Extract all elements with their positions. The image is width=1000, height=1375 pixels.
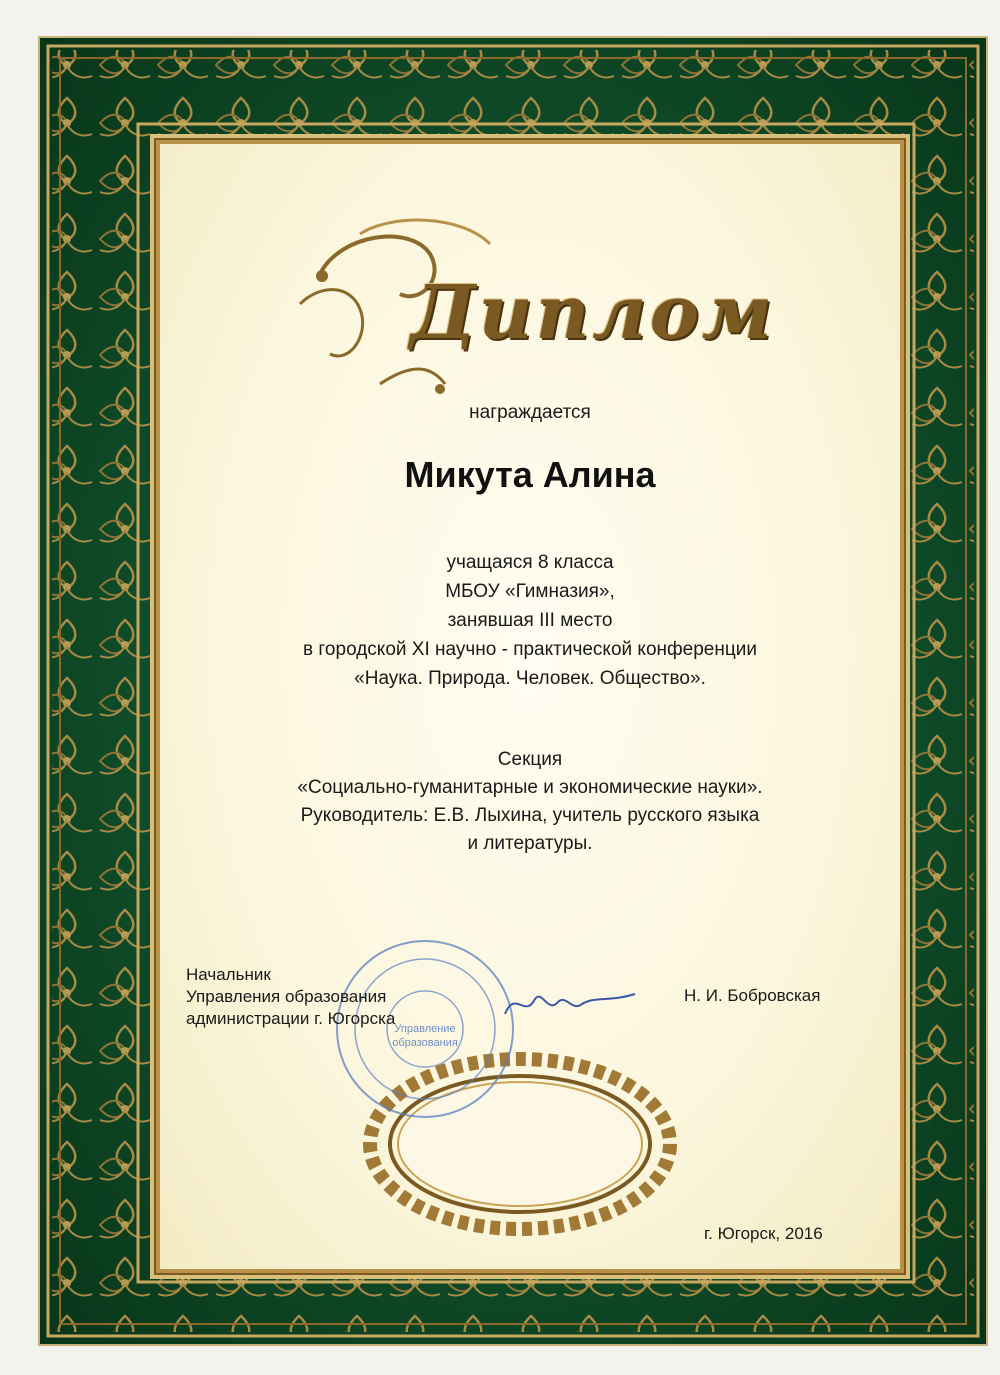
position-line: администрации г. Югорска <box>186 1009 396 1028</box>
achievement-line: учащаяся 8 класса <box>446 552 614 573</box>
signatory-name: Н. И. Бобровская <box>684 986 821 1005</box>
awarded-label: награждается <box>469 402 591 423</box>
diploma-content-panel <box>156 140 904 1273</box>
section-line: и литературы. <box>467 833 593 854</box>
achievement-line: занявшая III место <box>447 610 613 631</box>
handwritten-signature <box>500 984 640 1024</box>
diploma-title: Диплом <box>410 270 776 356</box>
svg-text:образования: образования <box>392 1037 458 1049</box>
position-line: Управления образования <box>186 987 387 1006</box>
position-line: Начальник <box>186 965 271 984</box>
svg-text:Управление: Управление <box>394 1023 456 1035</box>
achievement-text <box>160 548 900 693</box>
recipient-name: Микута Алина <box>404 454 656 495</box>
section-text <box>160 746 900 858</box>
section-line: «Социально-гуманитарные и экономические науки». <box>297 777 763 798</box>
city-year: г. Югорск, 2016 <box>704 1224 823 1243</box>
signatory-position <box>186 964 395 1030</box>
section-line: Секция <box>497 749 563 770</box>
section-line: Руководитель: Е.В. Лыхина, учитель русского языка <box>300 805 760 826</box>
diploma-title-block <box>260 214 800 414</box>
achievement-line: в городской XI научно - практической конференции <box>303 639 757 660</box>
achievement-line: МБОУ «Гимназия», <box>445 581 615 602</box>
diploma-certificate <box>38 36 988 1346</box>
achievement-line: «Наука. Природа. Человек. Общество». <box>354 668 706 689</box>
